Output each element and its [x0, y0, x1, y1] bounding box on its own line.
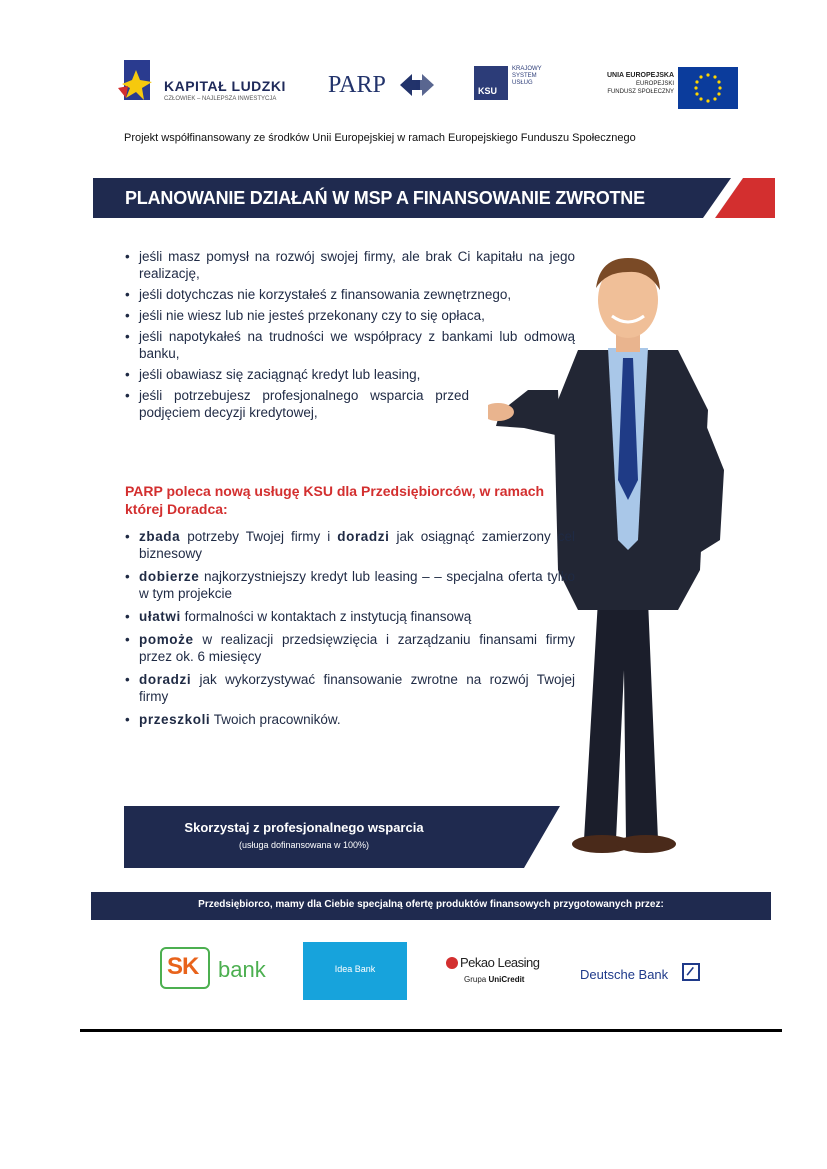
conditions-list [125, 248, 575, 425]
kapital-ludzki-logo [118, 58, 298, 110]
list-item: • jeśli napotykałeś na trudności we współpracy z bankami lub odmową banku, [125, 328, 575, 362]
offer-keyword: pomoże [139, 632, 194, 647]
offer-text: jak osiągnąć zamierzony cel biznesowy [139, 529, 575, 561]
cofinance-statement: Projekt współfinansowany ze środków Unii Europejskiej w ramach Europejskiego Funduszu Społecznego [124, 132, 636, 144]
list-item: • jeśli obawiasz się zaciągnąć kredyt lub leasing, [125, 366, 575, 383]
page-title: PLANOWANIE DZIAŁAŃ W MSP A FINANSOWANIE ZWROTNE [125, 188, 645, 208]
offer-heading: PARP poleca nową usługę KSU dla Przedsiębiorców, w ramach której Doradca: [125, 483, 545, 517]
offer-keyword: ułatwi [139, 609, 181, 624]
pekao-group-prefix: Grupa [464, 975, 487, 984]
cta-shape [124, 806, 560, 868]
offer-keyword: doradzi [337, 529, 390, 544]
offer-text: w realizacji przedsięwzięcia i zarządzaniu finansami firmy przez ok. 6 miesięcy [139, 632, 575, 664]
sk-mark-text: SK [167, 953, 199, 980]
list-item: • jeśli nie wiesz lub nie jesteś przekonany czy to się opłaca, [125, 307, 575, 324]
deutsche-bank-slash-icon [682, 963, 700, 981]
offer-keyword: zbada [139, 529, 181, 544]
ksu-abbr: KSU [478, 86, 498, 96]
pekao-leasing-logo [446, 955, 556, 991]
idea-bank-logo [303, 942, 407, 1000]
offer-keyword: dobierze [139, 569, 200, 584]
list-item [125, 631, 575, 665]
ksu-text: KRAJOWY SYSTEM USŁUG [512, 66, 542, 86]
pekao-group [464, 975, 524, 984]
eu-flag-icon [678, 67, 738, 109]
eu-line2: EUROPEJSKI [635, 81, 674, 87]
offer-text: najkorzystniejszy kredyt lub leasing – – specjalna oferta tylko w tym projekcie [139, 569, 575, 601]
ksu-mark [474, 66, 508, 100]
list-item: • jeśli dotychczas nie korzystałeś z finansowania zewnętrznego, [125, 286, 575, 303]
pekao-name: Pekao Leasing [460, 955, 540, 970]
list-item [125, 671, 575, 705]
unicredit-brand: UniCredit [488, 975, 525, 984]
eu-text [592, 72, 674, 96]
ksu-logo [474, 66, 558, 106]
parp-logo [328, 64, 440, 104]
parp-arrows-icon [400, 68, 434, 102]
eu-logo [592, 66, 742, 110]
sk-bank-logo [160, 947, 270, 991]
offer-text: formalności w kontaktach z instytucją finansową [180, 609, 472, 624]
bottom-rule [80, 1029, 782, 1032]
deutsche-bank-name: Deutsche Bank [580, 967, 669, 982]
title-banner [93, 178, 775, 218]
parp-title: PARP [328, 72, 386, 98]
kapital-ludzki-subtitle: CZŁOWIEK – NAJLEPSZA INWESTYCJA [164, 96, 277, 102]
kapital-ludzki-title: KAPITAŁ LUDZKI [164, 78, 286, 94]
eu-line1: UNIA EUROPEJSKA [606, 72, 674, 79]
list-item [125, 608, 575, 625]
cta-subtitle: (usługa dofinansowana w 100%) [238, 840, 370, 850]
idea-bank-name: Idea Bank [334, 964, 376, 974]
eu-line3: FUNDUSZ SPOŁECZNY [607, 89, 674, 95]
list-item [125, 711, 575, 728]
offer-list [125, 528, 575, 734]
offer-text: potrzeby Twojej firmy i [180, 529, 338, 544]
deutsche-bank-logo [580, 963, 704, 987]
offer-text: Twoich pracowników. [210, 712, 341, 727]
partners-bar [91, 892, 771, 920]
list-item [125, 528, 575, 562]
cta-title: Skorzystaj z profesjonalnego wsparcia [184, 820, 424, 835]
list-item: • jeśli potrzebujesz profesjonalnego wsparcia przed podjęciem decyzji kredytowej, [125, 387, 469, 421]
list-item [125, 568, 575, 602]
partners-heading: Przedsiębiorco, mamy dla Ciebie specjalną ofertę produktów finansowych przygotowanych przez: [198, 899, 664, 910]
cta-banner [124, 806, 560, 868]
sk-bank-word: bank [218, 957, 266, 982]
sk-mark [160, 947, 210, 989]
offer-keyword: doradzi [139, 672, 192, 687]
list-item: • jeśli masz pomysł na rozwój swojej firmy, ale brak Ci kapitału na jego realizację, [125, 248, 575, 282]
offer-keyword: przeszkoli [139, 712, 211, 727]
pekao-icon [446, 957, 458, 969]
kapital-ludzki-star-icon [118, 58, 158, 106]
offer-text: jak wykorzystywać finansowanie zwrotne na rozwój Twojej firmy [139, 672, 575, 704]
